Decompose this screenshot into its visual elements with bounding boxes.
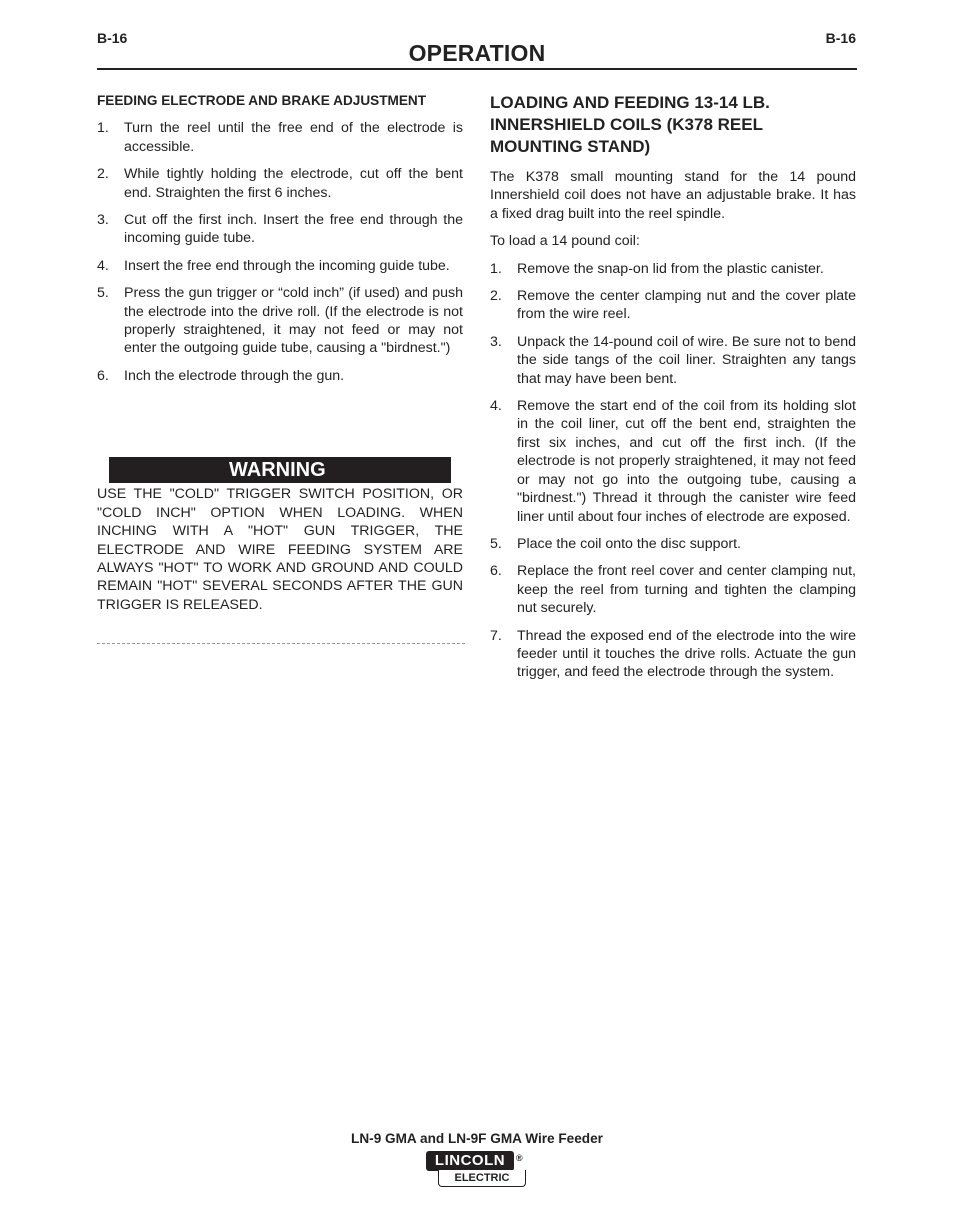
list-item [97,165,463,202]
logo-registered-mark: ® [516,1153,523,1163]
right-heading: LOADING AND FEEDING 13-14 LB. INNERSHIELD COILS (K378 REEL MOUNTING STAND) [490,93,770,156]
intro-paragraph: The K378 small mounting stand for the 14 pound Innershield coil does not have an adjustable brake. It has a fixed drag built into the reel spindle. [490,169,856,222]
step-number: 5. [490,535,502,552]
list-item [490,287,856,324]
step-number: 6. [97,367,109,384]
left-column [97,92,463,644]
right-steps-list [490,260,856,682]
step-number: 4. [490,398,502,415]
logo-bottom: ELECTRIC [438,1170,526,1187]
step-text: Replace the front reel cover and center clamping nut, keep the reel from turning and tighten the clamping nut securely. [517,563,856,617]
step-text: Insert the free end through the incoming guide tube. [124,257,450,274]
left-heading: FEEDING ELECTRODE AND BRAKE ADJUSTMENT [97,93,427,108]
list-item [490,562,856,617]
page-number-left: B-16 [97,30,128,46]
step-text: Place the coil onto the disc support. [517,535,741,552]
step-number: 1. [97,120,109,137]
warning-text: USE THE "COLD" TRIGGER SWITCH POSITION, OR "COLD INCH" OPTION WHEN LOADING. WHEN INCHING WITH A "HOT" GUN TRIGGER, THE ELECTRODE AND WIRE FEEDING SYSTEM ARE ALWAYS "HOT" TO WORK AND GROUND AND COULD REMAIN "HOT" SEVERAL SECONDS AFTER THE GUN TRIGGER IS RELEASED. [97,486,463,613]
warning-bar [109,457,451,483]
step-text: Remove the snap-on lid from the plastic canister. [517,260,824,277]
step-text: Thread the exposed end of the electrode into the wire feeder until it touches the drive rolls. Actuate the gun trigger, and feed the electrode through the system. [517,627,856,681]
step-text: While tightly holding the electrode, cut off the bent end. Straighten the first 6 inches. [124,166,463,201]
list-item [490,333,856,388]
step-number: 1. [490,260,502,277]
list-item [490,397,856,526]
step-number: 3. [490,333,502,350]
page-number-right: B-16 [825,30,856,46]
step-number: 5. [97,285,109,302]
left-steps-list [97,119,463,385]
page-title: OPERATION [408,40,546,66]
lead-paragraph: To load a 14 pound coil: [490,233,640,250]
list-item [97,367,463,385]
list-item [97,284,463,358]
step-text: Unpack the 14-pound coil of wire. Be sure not to bend the side tangs of the coil liner. Straighten any tangs that may have been bent. [517,333,856,387]
step-text: Cut off the first inch. Insert the free end through the incoming guide tube. [124,212,463,247]
step-number: 7. [490,627,502,644]
list-item [97,257,463,275]
step-text: Inch the electrode through the gun. [124,367,345,384]
step-number: 2. [490,288,502,305]
list-item [490,627,856,682]
list-item [490,260,856,278]
step-number: 6. [490,563,502,580]
list-item [97,211,463,248]
lincoln-electric-logo [426,1151,528,1189]
list-item [97,119,463,156]
step-number: 3. [97,212,109,229]
list-item [490,535,856,553]
step-text: Remove the center clamping nut and the cover plate from the wire reel. [517,288,856,323]
step-text: Remove the start end of the coil from its holding slot in the coil liner, cut off the bent end, straighten the first six inches, and cut off the first inch. (If the electrode is not properly straightened, it may not feed or may not go into the outgoing tube, causing a "birdnest.") Thread it through the canister wire feed liner until about four inches of electrode are exposed. [517,398,856,525]
right-column [490,92,856,691]
warning-label: WARNING [229,459,326,482]
title-rule [97,68,857,70]
step-text: Press the gun trigger or “cold inch” (if used) and push the electrode into the drive roll. (If the electrode is not properly straightened, it may not feed or may not enter the outgoing guide tube, causing a "birdnest.") [124,285,463,357]
dashed-divider [97,643,465,644]
footer-product: LN-9 GMA and LN-9F GMA Wire Feeder [351,1131,603,1146]
logo-top: LINCOLN [426,1151,514,1171]
step-text: Turn the reel until the free end of the electrode is accessible. [124,120,463,155]
step-number: 4. [97,257,109,274]
step-number: 2. [97,166,109,183]
